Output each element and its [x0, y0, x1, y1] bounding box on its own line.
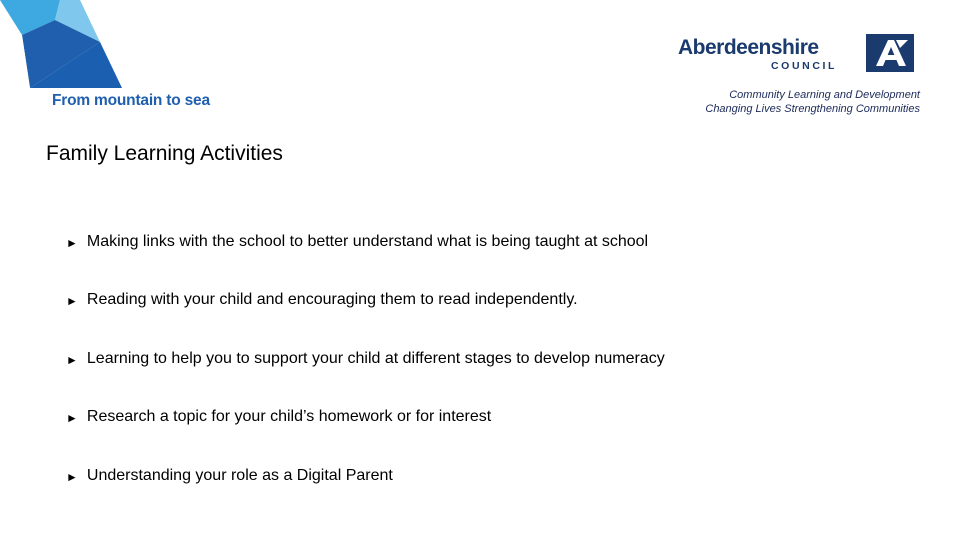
list-item — [66, 233, 665, 291]
council-logo — [678, 34, 918, 76]
bullet-arrow-icon: ► — [66, 352, 78, 367]
bullet-arrow-icon: ► — [66, 294, 78, 309]
bullet-arrow-icon: ► — [66, 236, 78, 250]
council-sub: COUNCIL — [771, 60, 838, 72]
page-title: Family Learning Activities — [46, 142, 283, 165]
department-line-1: Community Learning and Development — [729, 89, 920, 101]
bullet-arrow-icon: ► — [66, 411, 78, 426]
bullet-arrow-icon: ► — [66, 469, 78, 484]
bullet-text: Understanding your role as a Digital Parent — [86, 466, 393, 484]
bullet-text: Research a topic for your child’s homework or for interest — [86, 408, 492, 426]
list-item — [66, 467, 665, 525]
activities-list — [66, 233, 665, 525]
council-name: Aberdeenshire — [678, 36, 819, 59]
department-info — [705, 88, 920, 116]
bullet-text: Learning to help you to support your child at different stages to develop numeracy — [86, 349, 665, 367]
council-a-badge-icon — [866, 34, 914, 72]
bullet-text: Reading with your child and encouraging them to read independently. — [86, 291, 578, 309]
list-item — [66, 350, 665, 408]
department-line-2: Changing Lives Strengthening Communities — [705, 103, 920, 115]
list-item — [66, 291, 665, 349]
list-item — [66, 408, 665, 466]
brand-tagline: From mountain to sea — [52, 92, 210, 109]
mountain-sea-graphic — [0, 0, 140, 92]
bullet-text: Making links with the school to better understand what is being taught at school — [86, 233, 649, 250]
